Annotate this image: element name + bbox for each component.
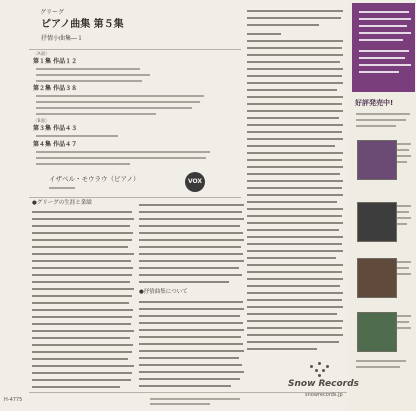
vox-logo: VOX [185,172,205,192]
album-cover-4 [357,312,397,352]
track-line-7 [36,113,156,115]
track-line-2 [36,74,150,76]
composer-name: グリーグ [40,9,65,16]
track-line-9 [36,151,210,153]
now-on-sale-heading: 好評発売中! [355,99,394,107]
track-line-5 [36,101,200,103]
track-line-3 [36,80,142,82]
performer-name: イザベル・モウラウ（ピアノ） [49,175,140,183]
essay-heading: ●グリーグの生涯と業績 [32,200,92,206]
essay-subheading: ●抒情曲集について [139,289,188,295]
catalog-number: H-4775 [4,397,23,403]
track-line-8 [36,135,118,137]
tracklist-divider [29,197,241,198]
track-heading: 第１集 作品１２ [33,58,78,65]
side-label: 〈B面〉 [33,119,50,124]
track-line-4 [36,95,204,97]
obi-notice [352,3,415,92]
track-heading: 第３集 作品４３ [33,125,78,132]
performer-note [49,187,75,189]
album-cover-3 [357,258,397,298]
track-line-6 [36,107,192,109]
header-divider [29,49,241,50]
side-label: 〈A面〉 [33,52,50,57]
album-subtitle: 抒情小曲集―１ [41,35,84,42]
track-heading: 第２集 作品３８ [33,85,78,92]
track-heading: 第４集 作品４７ [33,141,78,148]
album-cover-2 [357,202,397,242]
track-line-11 [36,163,130,165]
track-line-10 [36,157,206,159]
watermark-logo [288,362,359,404]
album-cover-1 [357,140,397,180]
track-line-1 [36,68,140,70]
watermark-text: Snow Records [288,379,359,389]
album-title: ピアノ曲集 第５集 [41,19,124,30]
watermark-subtext: snowrecords.jp [305,392,343,398]
